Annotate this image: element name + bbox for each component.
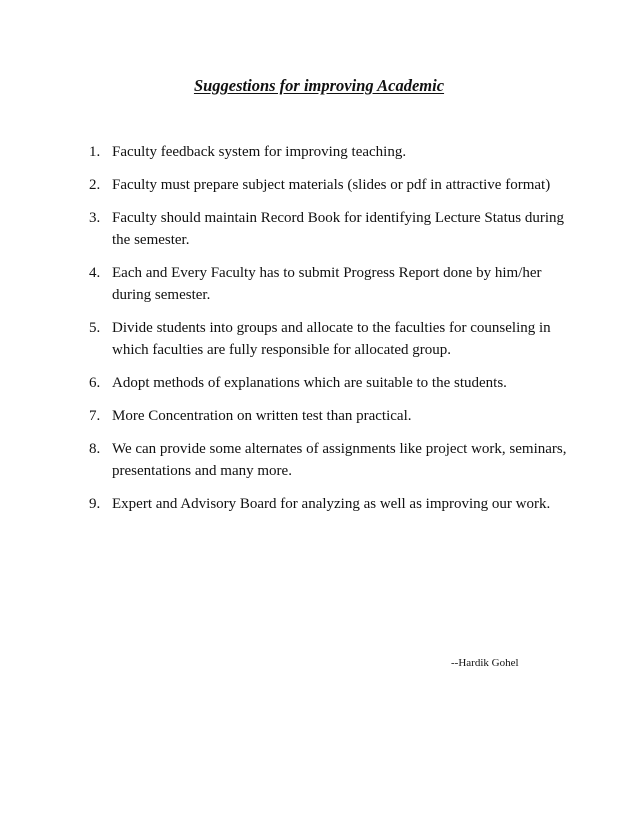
list-item-text: Divide students into groups and allocate to the faculties for counseling in which faculties are fully responsible for allocated group. xyxy=(112,320,551,358)
list-item-number: 8. xyxy=(89,441,101,457)
suggestions-list xyxy=(89,141,569,526)
list-item-text: Each and Every Faculty has to submit Progress Report done by him/her during semester. xyxy=(112,265,542,303)
list-item-text: Adopt methods of explanations which are suitable to the students. xyxy=(112,375,507,391)
list-item-number: 4. xyxy=(89,265,101,281)
list-item-text: Faculty should maintain Record Book for identifying Lecture Status during the semester. xyxy=(112,210,564,248)
list-item xyxy=(89,141,569,163)
list-item-number: 1. xyxy=(89,144,101,160)
list-item-text: We can provide some alternates of assignments like project work, seminars, presentations and many more. xyxy=(112,441,567,479)
list-item-text: Faculty must prepare subject materials (slides or pdf in attractive format) xyxy=(112,177,551,193)
list-item-number: 3. xyxy=(89,210,101,226)
list-item xyxy=(89,317,569,361)
list-item xyxy=(89,405,569,427)
list-item-number: 6. xyxy=(89,375,101,391)
list-item xyxy=(89,372,569,394)
list-item xyxy=(89,262,569,306)
document-title: Suggestions for improving Academic xyxy=(193,76,445,95)
list-item xyxy=(89,493,569,515)
list-item-text: Expert and Advisory Board for analyzing as well as improving our work. xyxy=(112,496,551,512)
list-item-number: 5. xyxy=(89,320,101,336)
list-item xyxy=(89,174,569,196)
list-item-number: 7. xyxy=(89,408,101,424)
list-item-number: 2. xyxy=(89,177,101,193)
list-item-number: 9. xyxy=(89,496,101,512)
list-item-text: More Concentration on written test than practical. xyxy=(112,408,412,424)
list-item-text: Faculty feedback system for improving teaching. xyxy=(112,144,407,160)
author-signature: --Hardik Gohel xyxy=(451,657,519,669)
list-item xyxy=(89,207,569,251)
list-item xyxy=(89,438,569,482)
